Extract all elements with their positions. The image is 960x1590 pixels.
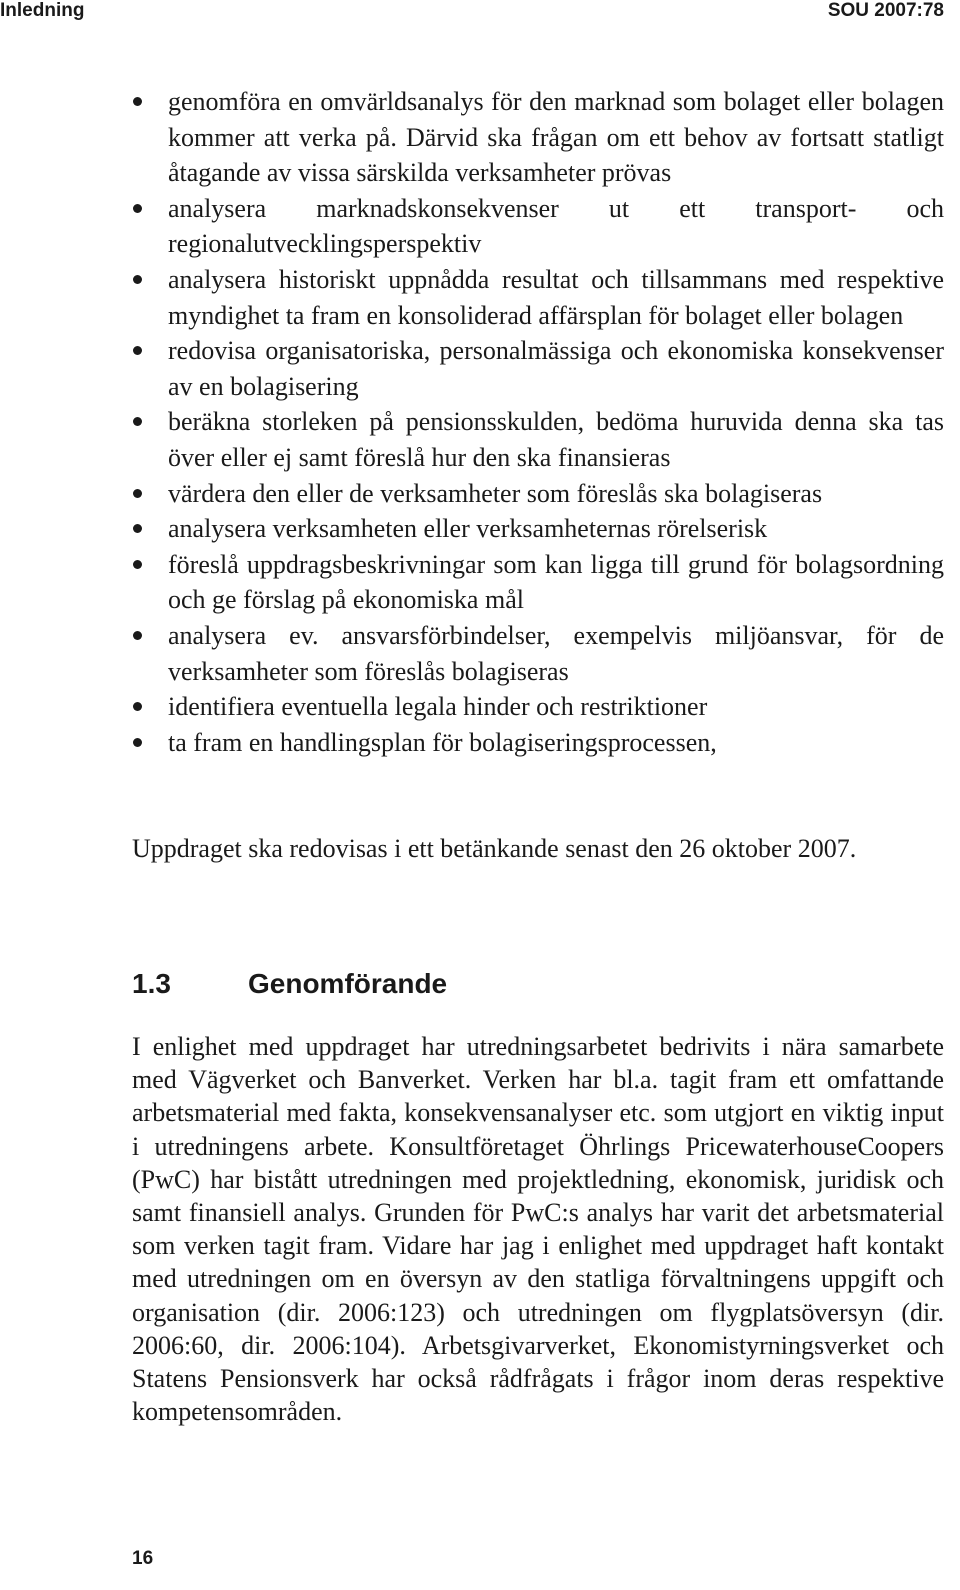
- section-heading: [132, 968, 447, 1000]
- list-item: [0, 191, 944, 262]
- list-item-text: analysera verksamheten eller verksamheternas rörelserisk: [168, 514, 768, 544]
- body-paragraph: I enlighet med uppdraget har utredningsarbetet bedrivits i nära samarbete med Vägverket och Banverket. Verken har bl.a. tagit fram ett omfattande arbetsmaterial med fakta, konsekvensanalyser etc. som utgjort en viktig input i utredningens arbete. Konsultföretaget Öhrlings PricewaterhouseCoopers (PwC) har bistått utredningen med projektledning, ekonomisk, juridisk och samt finansiell analys. Grunden för PwC:s analys har varit det arbetsmaterial som verken tagit fram. Vidare har jag i enlighet med uppdraget haft kontakt med utredningen om en översyn av den statliga förvaltningens uppgift och organisation (dir. 2006:123) och utredningen om flygplatsöversyn (dir. 2006:60, dir. 2006:104). Arbetsgivarverket, Ekonomistyrningsverket och Statens Pensionsverk har också rådfrågats i frågor inom deras respektive kompetensområden.: [132, 1032, 944, 1427]
- bullet-icon: [133, 204, 142, 213]
- list-item: [0, 333, 944, 404]
- bullet-icon: [133, 275, 142, 284]
- running-header: [0, 0, 944, 24]
- list-item: [0, 725, 944, 761]
- list-item-text: analysera marknadskonsekvenser ut ett transport- och regionalutvecklingsperspektiv: [168, 193, 944, 259]
- task-bullet-list: [0, 84, 944, 760]
- section-number: 1.3: [132, 968, 171, 999]
- list-item: [0, 547, 944, 618]
- page-number: 16: [132, 1548, 154, 1569]
- bullet-icon: [133, 417, 142, 426]
- bullet-icon: [133, 738, 142, 747]
- list-item-text: föreslå uppdragsbeskrivningar som kan ligga till grund för bolagsordning och ge förslag på ekonomiska mål: [168, 549, 944, 615]
- bullet-icon: [133, 97, 142, 106]
- bullet-icon: [133, 702, 142, 711]
- list-item: [0, 404, 944, 475]
- bullet-icon: [133, 631, 142, 640]
- list-item: [0, 84, 944, 191]
- chapter-title: Inledning: [0, 0, 85, 21]
- list-item-text: analysera historiskt uppnådda resultat och tillsammans med respektive myndighet ta fram en konsoliderad affärsplan för bolaget eller bolagen: [168, 264, 944, 330]
- deadline-paragraph: Uppdraget ska redovisas i ett betänkande senast den 26 oktober 2007.: [132, 834, 857, 863]
- list-item: [0, 262, 944, 333]
- list-item: [0, 476, 944, 512]
- list-item-text: beräkna storleken på pensionsskulden, bedöma huruvida denna ska tas över eller ej samt föreslå hur den ska finansieras: [168, 407, 944, 472]
- bullet-icon: [133, 524, 142, 533]
- bullet-icon: [133, 346, 142, 355]
- list-item: [0, 511, 944, 547]
- list-item-text: analysera ev. ansvarsförbindelser, exempelvis miljöansvar, för de verksamheter som föreslås bolagiseras: [168, 620, 944, 686]
- list-item-text: ta fram en handlingsplan för bolagiseringsprocessen,: [168, 727, 717, 757]
- list-item: [0, 689, 944, 725]
- bullet-icon: [133, 489, 142, 498]
- list-item-text: värdera den eller de verksamheter som föreslås ska bolagiseras: [168, 478, 823, 508]
- bullet-icon: [133, 560, 142, 569]
- list-item-text: genomföra en omvärldsanalys för den marknad som bolaget eller bolagen kommer att verka på. Därvid ska frågan om ett behov av fortsatt statligt åtagande av vissa särskilda verksamheter prövas: [168, 87, 944, 188]
- report-id: SOU 2007:78: [827, 0, 944, 21]
- list-item: [0, 618, 944, 689]
- section-title: Genomförande: [248, 968, 448, 999]
- list-item-text: redovisa organisatoriska, personalmässiga och ekonomiska konsekvenser av en bolagisering: [168, 336, 944, 401]
- list-item-text: identifiera eventuella legala hinder och restriktioner: [168, 692, 708, 722]
